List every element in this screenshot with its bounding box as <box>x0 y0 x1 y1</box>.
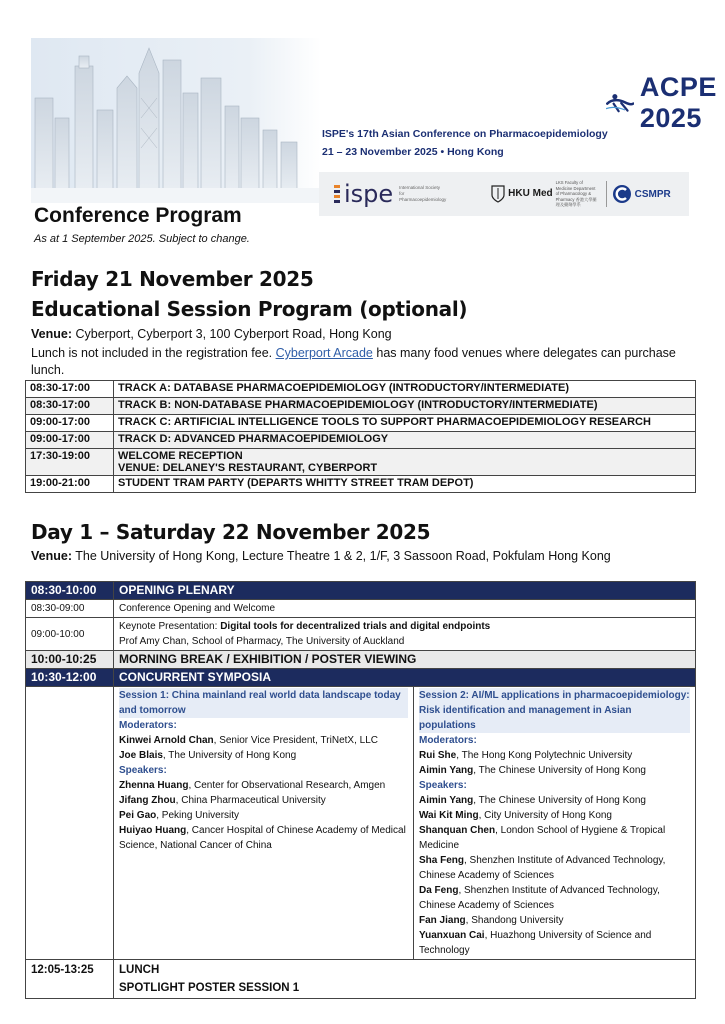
program-status-note: As at 1 September 2025. Subject to change. <box>34 233 250 245</box>
person-affiliation: , Shenzhen Institute of Advanced Technology, Chinese Academy of Sciences <box>418 885 660 911</box>
session-title <box>114 449 696 476</box>
moderators-label: Moderators: <box>119 720 177 731</box>
session-time: 12:05-13:25 <box>26 960 114 999</box>
person-name: Joe Blais <box>119 750 163 761</box>
speaker <box>419 913 690 928</box>
person-affiliation: , Shenzhen Institute of Advanced Technology, Chinese Academy of Sciences <box>418 855 666 881</box>
friday-venue <box>31 327 392 341</box>
speaker <box>119 823 408 853</box>
poster-session-title: SPOTLIGHT POSTER SESSION 1 <box>119 982 300 994</box>
friday-heading: Friday 21 November 2025 <box>31 267 314 291</box>
conference-name: ISPE's 17th Asian Conference on Pharmacoepidemiology <box>322 128 608 140</box>
lunch-title: LUNCH <box>119 964 160 976</box>
speaker <box>419 823 690 853</box>
hong-kong-skyline-image <box>31 38 321 203</box>
session-title: TRACK C: ARTIFICIAL INTELLIGENCE TOOLS TO SUPPORT PHARMACOEPIDEMIOLOGY RESEARCH <box>114 415 696 432</box>
friday-schedule-table <box>25 380 696 493</box>
session-title: MORNING BREAK / EXHIBITION / POSTER VIEWING <box>114 651 696 669</box>
lunch-note-after: has many food venues where delegates can purchase lunch. <box>31 346 676 377</box>
csmpr-wordmark: CSMPR <box>634 188 671 200</box>
table-row <box>26 476 696 493</box>
speaker <box>419 808 690 823</box>
person-affiliation: , The University of Hong Kong <box>162 750 297 761</box>
friday-lunch-note <box>31 345 696 379</box>
ispe-logo <box>333 180 445 208</box>
table-row <box>26 669 696 687</box>
saturday-venue <box>31 549 611 563</box>
table-row <box>26 415 696 432</box>
session-title: Conference Opening and Welcome <box>114 600 696 618</box>
table-row <box>26 398 696 415</box>
session-time: 10:00-10:25 <box>26 651 114 669</box>
person-affiliation: , Shandong University <box>465 915 564 926</box>
saturday-schedule-table <box>25 581 696 999</box>
table-row <box>26 600 696 618</box>
table-row <box>26 432 696 449</box>
session-time: 19:00-21:00 <box>26 476 114 493</box>
person-name: Jifang Zhou <box>119 795 176 806</box>
person-name: Yuanxuan Cai <box>418 930 485 941</box>
session-time: 08:30-09:00 <box>26 600 114 618</box>
session-time: 17:30-19:00 <box>26 449 114 476</box>
person-affiliation: , The Chinese University of Hong Kong <box>473 795 646 806</box>
speakers-label: Speakers: <box>418 780 467 791</box>
session-time: 08:30-10:00 <box>26 582 114 600</box>
logo-divider <box>606 181 607 207</box>
ispe-wordmark: ispe <box>344 180 394 208</box>
session-time: 08:30-17:00 <box>26 381 114 398</box>
runner-logo-icon <box>606 88 634 118</box>
keynote-title-line <box>119 619 690 634</box>
person-name: Aimin Yang <box>418 765 474 776</box>
person-affiliation: , City University of Hong Kong <box>478 810 612 821</box>
session-time: 09:00-17:00 <box>26 415 114 432</box>
session-2-title: Session 2: AI/ML applications in pharmacoepidemiology: Risk identification and management in Asian populations <box>418 690 690 731</box>
speaker <box>419 853 690 883</box>
venue-text: The University of Hong Kong, Lecture Theatre 1 & 2, 1/F, 3 Sassoon Road, Pokfulam Hong Kong <box>72 549 611 563</box>
cyberport-arcade-link[interactable]: Cyberport Arcade <box>275 346 373 360</box>
table-row <box>26 651 696 669</box>
moderators-label: Moderators: <box>418 735 477 746</box>
person-affiliation: , The Hong Kong Polytechnic University <box>456 750 633 761</box>
person-name: Wai Kit Ming <box>418 810 479 821</box>
speaker <box>419 928 690 958</box>
person-name: Huiyao Huang <box>119 825 187 836</box>
person-affiliation: , Senior Vice President, TriNetX, LLC <box>213 735 378 746</box>
conference-dates-location: 21 – 23 November 2025 • Hong Kong <box>322 146 504 158</box>
speaker <box>119 778 408 793</box>
session-title-line: WELCOME RECEPTION <box>118 450 243 462</box>
csmpr-logo <box>612 184 671 204</box>
session-title <box>114 960 696 999</box>
session-title: TRACK A: DATABASE PHARMACOEPIDEMIOLOGY (INTRODUCTORY/INTERMEDIATE) <box>114 381 696 398</box>
session-2-cell <box>413 687 695 960</box>
venue-text: Cyberport, Cyberport 3, 100 Cyberport Road, Hong Kong <box>72 327 392 341</box>
person-name: Sha Feng <box>418 855 464 866</box>
person-affiliation: , Huazhong University of Science and Technology <box>418 930 652 956</box>
table-row <box>26 449 696 476</box>
keynote-cell <box>114 618 696 651</box>
table-row <box>26 381 696 398</box>
session-time-empty <box>26 687 114 960</box>
session-title: STUDENT TRAM PARTY (DEPARTS WHITTY STREET TRAM DEPOT) <box>114 476 696 493</box>
session-time: 10:30-12:00 <box>26 669 114 687</box>
speaker <box>419 793 690 808</box>
speakers-label: Speakers: <box>119 765 167 776</box>
person-name: Rui She <box>418 750 457 761</box>
session-1-cell <box>114 687 414 960</box>
partner-logos-bar <box>319 172 689 216</box>
acpe-branding <box>319 52 717 208</box>
session-title: OPENING PLENARY <box>114 582 696 600</box>
person-affiliation: , The Chinese University of Hong Kong <box>473 765 646 776</box>
hku-med-logo <box>491 180 599 208</box>
csmpr-mark-icon <box>612 184 632 204</box>
session-time: 09:00-10:00 <box>26 618 114 651</box>
person-affiliation: , London School of Hygiene & Tropical Medicine <box>418 825 666 851</box>
table-row <box>26 582 696 600</box>
program-title: Conference Program <box>34 204 242 227</box>
session-time: 09:00-17:00 <box>26 432 114 449</box>
session-venue-line: VENUE: DELANEY'S RESTAURANT, CYBERPORT <box>118 462 378 474</box>
person-affiliation: , Center for Observational Research, Amgen <box>188 780 386 791</box>
ispe-mark-icon <box>333 183 341 205</box>
moderator <box>119 733 408 748</box>
educational-session-heading: Educational Session Program (optional) <box>31 297 468 321</box>
moderator <box>419 763 690 778</box>
session-title: CONCURRENT SYMPOSIA <box>114 669 696 687</box>
person-affiliation: , Cancer Hospital of Chinese Academy of Medical Science, National Cancer of China <box>119 825 406 851</box>
session-title: TRACK B: NON-DATABASE PHARMACOEPIDEMIOLOGY (INTRODUCTORY/INTERMEDIATE) <box>114 398 696 415</box>
speaker <box>119 808 408 823</box>
lunch-note-before: Lunch is not included in the registration fee. <box>31 346 276 360</box>
hku-med-wordmark: HKU Med <box>508 188 553 199</box>
person-name: Fan Jiang <box>418 915 466 926</box>
saturday-heading: Day 1 – Saturday 22 November 2025 <box>31 520 431 544</box>
person-name: Pei Gao <box>119 810 157 821</box>
conference-banner <box>31 38 717 208</box>
person-name: Zhenna Huang <box>119 780 189 791</box>
person-name: Da Feng <box>418 885 459 896</box>
speaker <box>419 883 690 913</box>
moderator <box>119 748 408 763</box>
person-name: Aimin Yang <box>418 795 474 806</box>
session-1-title: Session 1: China mainland real world data landscape today and tomorrow <box>119 688 408 718</box>
venue-label: Venue: <box>31 549 72 563</box>
speaker <box>119 793 408 808</box>
hku-med-subtitle: LKS Faculty of Medicine Department of Pharmacology & Pharmacy 香港大學藥理及藥劑學系 <box>555 180 597 208</box>
table-row <box>26 687 696 960</box>
session-time: 08:30-17:00 <box>26 398 114 415</box>
keynote-prefix: Keynote Presentation: <box>119 621 221 632</box>
moderator <box>419 748 690 763</box>
hku-crest-icon <box>491 185 505 203</box>
table-row <box>26 960 696 999</box>
keynote-title: Digital tools for decentralized trials and digital endpoints <box>220 621 491 632</box>
venue-label: Venue: <box>31 327 72 341</box>
keynote-speaker: Prof Amy Chan, School of Pharmacy, The University of Auckland <box>119 636 405 647</box>
person-affiliation: , China Pharmaceutical University <box>175 795 326 806</box>
person-name: Shanquan Chen <box>418 825 496 836</box>
table-row <box>26 618 696 651</box>
ispe-subtitle: International Society for Pharmacoepidemiology <box>399 185 447 202</box>
session-title: TRACK D: ADVANCED PHARMACOEPIDEMIOLOGY <box>114 432 696 449</box>
acpe-title: ACPE 2025 <box>639 72 717 133</box>
person-name: Kinwei Arnold Chan <box>119 735 214 746</box>
person-affiliation: , Peking University <box>156 810 240 821</box>
